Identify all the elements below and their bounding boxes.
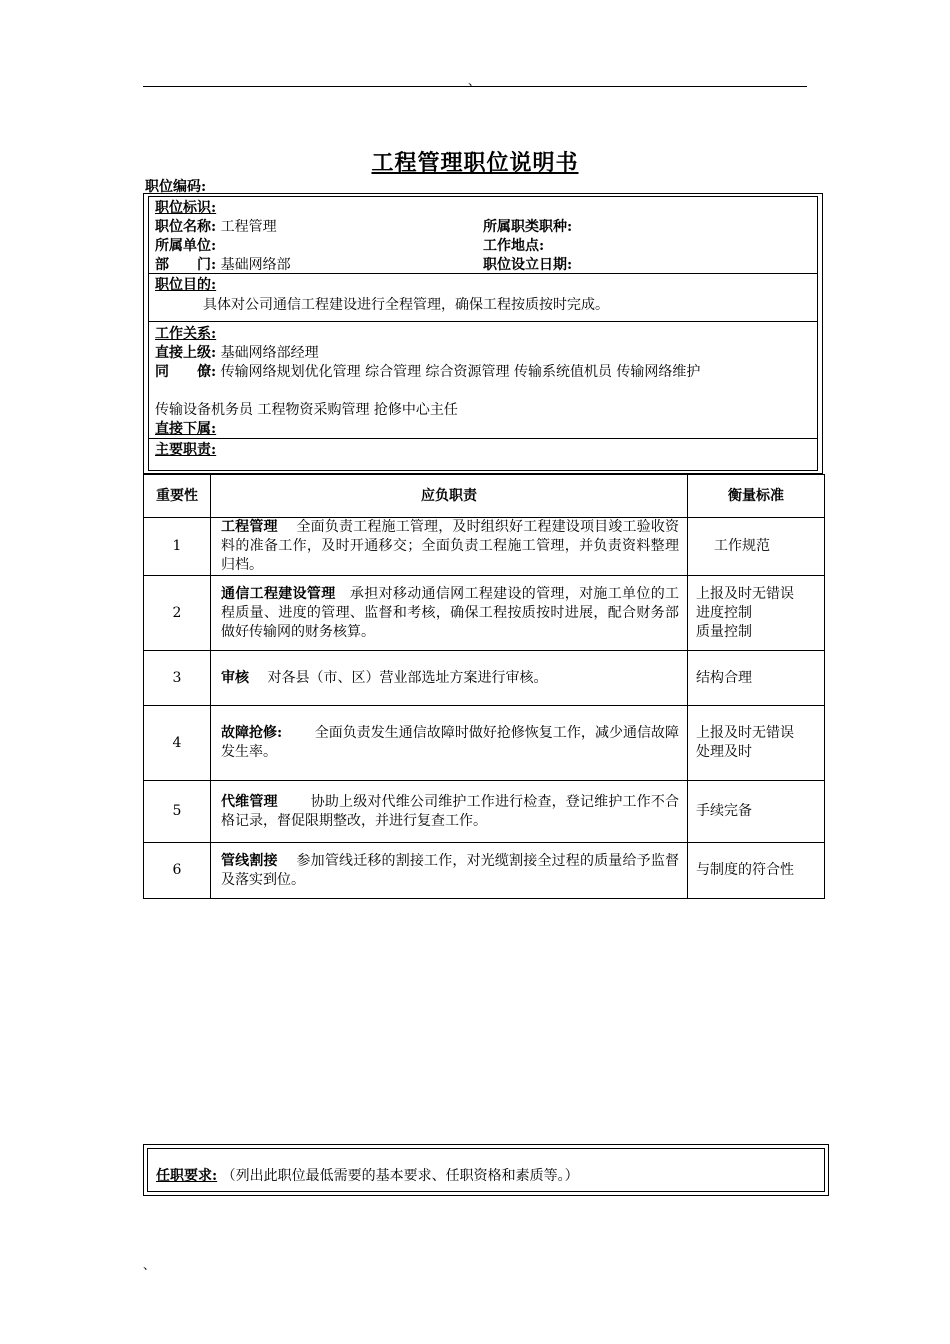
row-duty-title: 审核 (221, 669, 249, 686)
superior-row (155, 344, 811, 363)
row-duty-text: 全面负责发生通信故障时做好抢修恢复工作，减少通信故障发生率。 (221, 725, 680, 760)
row-duty (211, 706, 688, 781)
row-duty-text: 协助上级对代维公司维护工作进行检查，登记维护工作不合格记录，督促限期整改，并进行复查工作。 (221, 793, 680, 829)
requirements-inner (147, 1148, 825, 1192)
peers-label: 同 僚: (155, 364, 217, 380)
page-title: 工程管理职位说明书 (371, 150, 579, 176)
table-row (144, 518, 825, 576)
requirements-row (156, 1165, 579, 1185)
row-number: 5 (144, 781, 211, 843)
requirements-label: 任职要求: (156, 1168, 218, 1184)
row-duty (211, 651, 688, 706)
row-duty-title: 代维管理 (221, 793, 278, 810)
header-importance: 重要性 (144, 475, 211, 518)
table-row (144, 843, 825, 899)
identity-section (149, 197, 817, 274)
location-label: 工作地点: (483, 238, 545, 254)
subordinate-label: 直接下属: (155, 421, 217, 437)
row-standard: 手续完备 (688, 781, 825, 843)
row-number: 6 (144, 843, 211, 899)
peers-row (155, 363, 811, 382)
header-responsibility: 应负职责 (211, 475, 688, 518)
row-duty-text: 承担对移动通信网工程建设的管理，对施工单位的工程质量、进度的管理、监督和考核，确保工程按质按时进展，配合财务部做好传输网的财务核算。 (221, 585, 680, 640)
row-duty (211, 781, 688, 843)
table-row (144, 651, 825, 706)
row-duty-title: 工程管理 (221, 519, 278, 535)
duties-label: 主要职责: (155, 442, 217, 458)
table-row (144, 576, 825, 651)
name-value: 工程管理 (220, 219, 277, 235)
peers-value-cont: 传输设备机务员 工程物资采购管理 抢修中心主任 (155, 402, 458, 418)
dept-label: 部 门: (155, 257, 217, 273)
row-duty (211, 518, 688, 576)
relations-heading: 工作关系: (155, 326, 217, 342)
purpose-text: 具体对公司通信工程建设进行全程管理，确保工程按质按时完成。 (203, 297, 609, 313)
table-row (144, 781, 825, 843)
identity-name-row (155, 218, 811, 237)
requirements-box (143, 1144, 829, 1196)
row-standard: 结构合理 (688, 651, 825, 706)
row-duty-text: 全面负责工程施工管理，及时组织好工程建设项目竣工验收资料的准备工作，及时开通移交；全面负责工程施工管理，并负责资料整理归档。 (221, 519, 680, 573)
row-duty (211, 843, 688, 899)
dept-value: 基础网络部 (220, 257, 291, 273)
row-number: 3 (144, 651, 211, 706)
unit-label: 所属单位: (155, 238, 217, 254)
row-duty-text: 参加管线迁移的割接工作，对光缆割接全过程的质量给予监督及落实到位。 (221, 852, 680, 888)
superior-label: 直接上级: (155, 345, 217, 361)
purpose-section (149, 273, 817, 322)
row-duty-title: 通信工程建设管理 (221, 585, 336, 602)
row-duty-title: 故障抢修: (221, 725, 283, 741)
setup-date-label: 职位设立日期: (483, 257, 573, 273)
duty-table (143, 474, 825, 899)
purpose-heading: 职位目的: (155, 277, 217, 293)
row-standard: 上报及时无错误 处理及时 (688, 706, 825, 781)
duty-table-header (144, 475, 825, 518)
identity-unit-row (155, 237, 811, 256)
header-standard: 衡量标准 (688, 475, 825, 518)
header-rule (143, 86, 807, 87)
requirements-text: （列出此职位最低需要的基本要求、任职资格和素质等。） (221, 1168, 579, 1184)
row-duty-text: 对各县（市、区）营业部选址方案进行审核。 (267, 669, 548, 686)
row-number: 1 (144, 518, 211, 576)
row-standard: 与制度的符合性 (688, 843, 825, 899)
footer-mark: 、 (143, 1258, 156, 1272)
table-row (144, 706, 825, 781)
position-info-box (143, 193, 823, 474)
row-number: 2 (144, 576, 211, 651)
identity-heading: 职位标识: (155, 200, 217, 216)
row-number: 4 (144, 706, 211, 781)
row-standard: 上报及时无错误 进度控制 质量控制 (688, 576, 825, 651)
position-info-inner (148, 196, 818, 471)
relations-section (149, 321, 817, 439)
peers-value: 传输网络规划优化管理 综合管理 综合资源管理 传输系统值机员 传输网络维护 (220, 364, 701, 380)
position-code-label: 职位编码: (145, 179, 207, 195)
row-duty (211, 576, 688, 651)
row-standard: 工作规范 (688, 518, 825, 576)
row-duty-title: 管线割接 (221, 852, 278, 869)
header-mark: 、 (468, 74, 481, 88)
superior-value: 基础网络部经理 (220, 345, 319, 361)
category-label: 所属职类职种: (483, 219, 573, 235)
name-label: 职位名称: (155, 219, 217, 235)
